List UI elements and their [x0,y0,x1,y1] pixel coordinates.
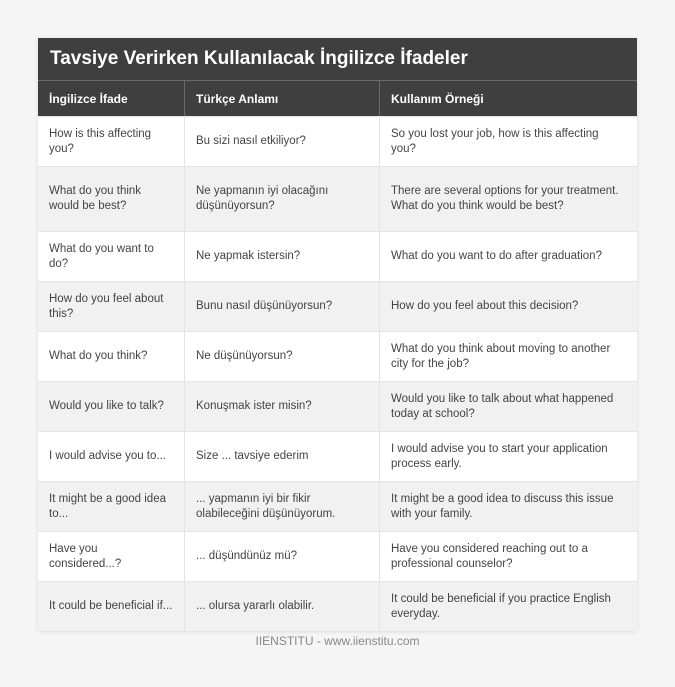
phrase-table-card [38,38,637,631]
usage-example-cell: It could be beneficial if you practice English everyday. [379,582,637,631]
english-phrase-cell: Would you like to talk? [49,400,164,412]
header-turkish-meaning: Türkçe Anlamı [184,81,379,116]
english-phrase-cell: What do you think would be best? [49,185,142,212]
turkish-meaning-cell: Konuşmak ister misin? [184,382,379,431]
turkish-meaning-cell: Ne yapmak istersin? [184,232,379,281]
turkish-meaning-cell: Ne düşünüyorsun? [184,332,379,381]
table-row [38,166,637,231]
english-phrase-cell: How is this affecting you? [49,127,152,155]
table-row [38,331,637,381]
english-phrase-cell: It could be beneficial if... [49,600,173,612]
turkish-meaning-cell: Ne yapmanın iyi olacağını düşünüyorsun? [184,167,379,231]
turkish-meaning-cell: Bunu nasıl düşünüyorsun? [184,282,379,331]
english-phrase-cell: What do you think? [49,350,148,362]
table-row [38,581,637,631]
usage-example-cell: What do you want to do after graduation? [379,232,637,281]
english-phrase-cell: How do you feel about this? [49,292,164,320]
table-row [38,431,637,481]
usage-example-cell: Would you like to talk about what happened today at school? [379,382,637,431]
table-row [38,281,637,331]
footer-credit: IIENSTITU - www.iienstitu.com [255,634,420,648]
usage-example-cell: How do you feel about this decision? [379,282,637,331]
english-phrase-cell: I would advise you to... [49,450,166,462]
turkish-meaning-cell: Size ... tavsiye ederim [184,432,379,481]
usage-example-cell: There are several options for your treatment. What do you think would be best? [379,167,637,231]
table-title: Tavsiye Verirken Kullanılacak İngilizce İfadeler [38,38,637,80]
usage-example-cell: What do you think about moving to another city for the job? [379,332,637,381]
turkish-meaning-cell: Bu sizi nasıl etkiliyor? [184,117,379,166]
turkish-meaning-cell: ... düşündünüz mü? [184,532,379,581]
header-english-phrase: İngilizce İfade [49,91,128,106]
table-row [38,231,637,281]
usage-example-cell: I would advise you to start your application process early. [379,432,637,481]
usage-example-cell: It might be a good idea to discuss this issue with your family. [379,482,637,531]
turkish-meaning-cell: ... yapmanın iyi bir fikir olabileceğini düşünüyorum. [184,482,379,531]
table-row [38,481,637,531]
table-header-row [38,80,637,116]
english-phrase-cell: Have you considered...? [49,542,122,570]
turkish-meaning-cell: ... olursa yararlı olabilir. [184,582,379,631]
english-phrase-cell: It might be a good idea to... [49,492,166,520]
english-phrase-cell: What do you want to do? [49,242,154,270]
table-row [38,531,637,581]
usage-example-cell: So you lost your job, how is this affecting you? [379,117,637,166]
table-row [38,116,637,166]
header-usage-example: Kullanım Örneği [379,81,637,116]
usage-example-cell: Have you considered reaching out to a professional counselor? [379,532,637,581]
table-row [38,381,637,431]
